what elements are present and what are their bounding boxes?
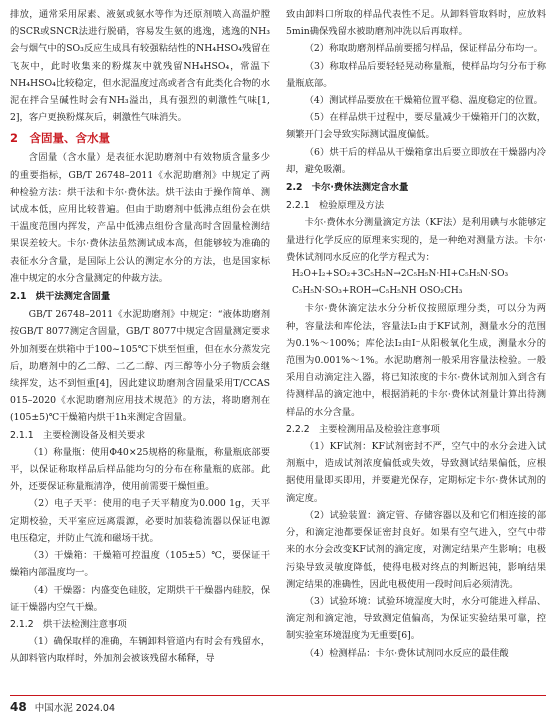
list-item-desiccator: （4）干燥器：内盛变色硅胶，定期烘干干燥器内硅胶，保证干燥器内空气干燥。 (10, 584, 270, 613)
section-heading-2: 2 含固量、含水量 (10, 131, 111, 146)
paragraph-2-2-1-b: 卡尔·费休滴定法水分分析仪按照原理分类，可以分为两种，容量法和库伦法，容量法I₂由于KF试剂，测量水分的范围为0.1%～100%；库伦法I₂由I⁻从阳极氧化生成，测量水分的范围为0.001%～1%。水泥助磨剂一般采用容量法检验。一般采用自动滴定注入器，将已知浓度的卡尔·费休试剂加入到含有待测样品的滴定池中，根据消耗的卡尔·费休试剂量计算出待测样品的水分含量。 (286, 303, 546, 418)
equation-2: C₅H₅N·SO₃+ROH→C₅H₅NH OSO₂CH₃ (292, 286, 463, 297)
list-item-sampling: （1）确保取样的准确，车辆卸料管道内有时会有残留水，从卸料管内取样时，外加剂会被该残留水稀释，导 (10, 636, 270, 665)
equation-1: H₂O+I₂+SO₂+3C₅H₅N→2C₅H₅N·HI+C₅H₅N·SO₃ (292, 269, 509, 280)
journal-name: 中国水泥 2024.04 (34, 703, 116, 714)
right-column (286, 6, 546, 662)
paragraph-continuation: 排放，通常采用尿素、液氨或氨水等作为还原剂喷入高温炉膛的SCR或SNCR法进行脱硝，容易发生氨的逃逸，逃逸的NH₃会与烟气中的SO₃反应生成具有较强粘结性的NH₄HSO₄残留在飞灰中，此时收集来的粉煤灰中就残留NH₄HSO₄，常温下NH₄HSO₄比较稳定，但水泥温度过高或者含有此类化合物的水泥在拌合呈碱性时会有NH₃溢出，具有强烈的刺激性气味[1, 2]，客户更换粉煤灰后，刺激性气味消失。 (10, 9, 270, 124)
subsubsection-heading-2-2-1: 2.2.1 检验原理及方法 (286, 200, 385, 212)
subsubsection-heading-2-1-1: 2.1.1 主要检测设备及相关要求 (10, 429, 146, 441)
list-item-sample: （4）检测样品：卡尔·费休试剂同水反应的最佳酸 (304, 647, 509, 659)
list-item-position: （4）测试样品要放在干燥箱位置平稳、温度稳定的位置。 (304, 95, 543, 107)
list-item-weighing-bottle: （1）称量瓶：使用Φ40×25规格的称量瓶，称量瓶底部要平，以保证称取样品后样品能均匀的分布在称量瓶的底部。此外，还要保证称量瓶清净，使用前需要干燥恒重。 (10, 446, 270, 493)
subsection-heading-2-2: 2.2 卡尔·费休法测定含水量 (286, 182, 409, 194)
list-item-door: （5）在样品烘干过程中，要尽量减少干燥箱开门的次数，频繁开门会导致实际测试温度偏低。 (286, 112, 546, 141)
list-item-distribute: （3）称取样品后要轻轻晃动称量瓶，使样品均匀分布于称量瓶底部。 (286, 60, 546, 89)
list-item-cooling: （6）烘干后的样品从干燥箱拿出后要立即放在干燥器内冷却，避免吸潮。 (286, 146, 546, 175)
paragraph-continuation-right: 致由卸料口所取的样品代表性不足。从卸料管取料时，应放料5min确保残留水被助磨剂冲洗以后再取样。 (286, 9, 546, 38)
paragraph-intro: 含固量（含水量）是表征水泥助磨剂中有效物质含量多少的重要指标，GB/T 26748–2011《水泥助磨剂》中规定了两种检验方法：烘干法和卡尔·费休法。烘干法由于操作简单、测试成本低，应用比较普遍。但由于助磨剂中低沸点组份会在烘干温度范围内挥发，产品中低沸点组份含量高时含固量检测结果误差较大。卡尔·费休法虽然测试成本高，但能够较为准确的表征水分含量，是国际上公认的测定水分的方法，也是国家标准中规定的水分含量测定的仲裁方法。 (10, 152, 270, 284)
list-item-environment: （3）试验环境：试验环境湿度大时，水分可能进入样品、滴定剂和滴定池，导致测定值偏高，为保证实验结果可靠，控制实验室环境湿度为无重要[6]。 (286, 595, 546, 642)
list-item-kf-reagent: （1）KF试剂：KF试剂密封不严，空气中的水分会进入试剂瓶中，造成试剂浓度偏低或失效，导致测试结果偏低，应根据使用量即买即用，并要避光保存，定期标定卡尔·费休试剂的滴定度。 (286, 441, 546, 504)
list-item-balance: （2）电子天平：使用的电子天平精度为0.000 1g，天平定期校验，天平室应远离震源，必要时加装稳流器以保证电源电压稳定，并防止气流和磁场干扰。 (10, 498, 270, 544)
footer-rule (10, 695, 546, 696)
list-item-apparatus: （2）试验装置：滴定管、存储容器以及和它们相连接的部分，和滴定池都要保证密封良好。如果有空气进入，空气中带来的水分会改变KF试剂的滴定度，对测定结果产生影响；电极污染导致灵敏度降低，使得电极对终点的判断迟钝，影响结果测定结果的准确性，因此电极使用一段时间后必须清洗。 (286, 509, 546, 590)
page-number: 48 (10, 700, 27, 714)
left-column (10, 6, 270, 668)
list-item-shake-sample: （2）称取助磨剂样品前要摇匀样品，保证样品分布均一。 (304, 43, 543, 55)
paragraph-2-1: GB/T 26748–2011《水泥助磨剂》中规定：“液体助磨剂按GB/T 8077测定含固量，GB/T 8077中规定含固量测定要求外加剂要在烘箱中于100~105℃下烘至恒重，但在水分蒸发完后，助磨剂中的乙二醇、二乙二醇、丙三醇等小分子物质会继续挥发，达不到恒重[4]，因此建议助磨剂含固量采用T/CCAS 015–2020《水泥助磨剂应用技术规范》的方法，将助磨剂在(105±5)℃干燥箱内烘干1h来测定含固量。 (10, 309, 270, 424)
paragraph-2-2-1: 卡尔·费休水分测量滴定方法（KF法）是利用碘与水能够定量进行化学反应的原理来实现的，是一种绝对测量方法。卡尔·费休试剂同水反应的化学方程式为： (286, 217, 546, 263)
subsection-heading-2-1: 2.1 烘干法测定含固量 (10, 291, 111, 303)
page-footer (10, 698, 546, 716)
list-item-oven: （3）干燥箱：干燥箱可控温度（105±5）℃，要保证干燥箱内部温度均一。 (10, 550, 270, 579)
subsubsection-heading-2-1-2: 2.1.2 烘干法检测注意事项 (10, 618, 127, 630)
subsubsection-heading-2-2-2: 2.2.2 主要检测用品及检验注意事项 (286, 423, 440, 435)
